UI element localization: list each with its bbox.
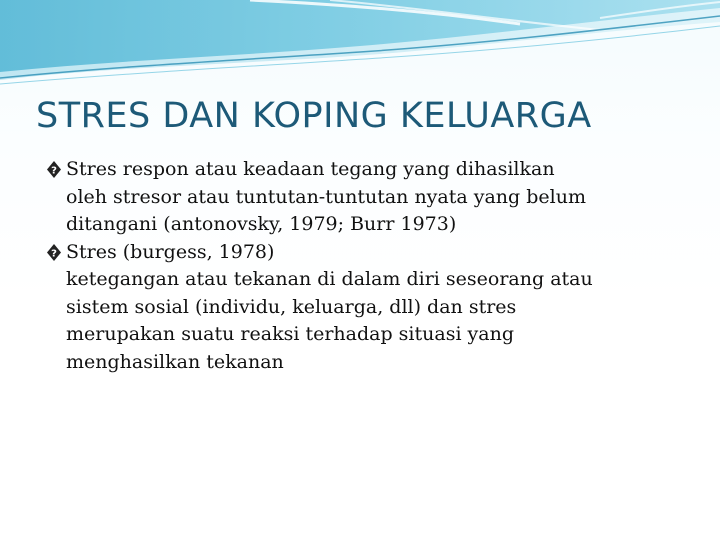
- header-wave-decoration: [0, 0, 720, 90]
- replacement-character-icon: [46, 243, 62, 262]
- slide-body: [46, 156, 710, 376]
- paragraph-line: menghasilkan tekanan: [66, 350, 284, 373]
- paragraph-line: oleh stresor atau tuntutan-tuntutan nyata yang belum: [66, 185, 586, 208]
- replacement-character-icon: [46, 160, 62, 179]
- paragraph-line: Stres (burgess, 1978): [66, 240, 275, 263]
- bullet-paragraph: [46, 239, 710, 267]
- bullet-paragraph: [46, 156, 710, 239]
- paragraph-line: ditangani (antonovsky, 1979; Burr 1973): [66, 213, 457, 235]
- paragraph-line: sistem sosial (individu, keluarga, dll) dan stres: [66, 295, 517, 318]
- paragraph-line: ketegangan atau tekanan di dalam diri seseorang atau: [66, 268, 593, 290]
- svg-text:?: ?: [51, 248, 57, 259]
- svg-text:?: ?: [51, 165, 57, 177]
- paragraph-line: merupakan suatu reaksi terhadap situasi yang: [66, 323, 515, 345]
- slide-title: STRES DAN KOPING KELUARGA: [36, 96, 592, 136]
- definition-paragraph: [46, 266, 710, 376]
- paragraph-line: Stres respon atau keadaan tegang yang dihasilkan: [66, 158, 555, 180]
